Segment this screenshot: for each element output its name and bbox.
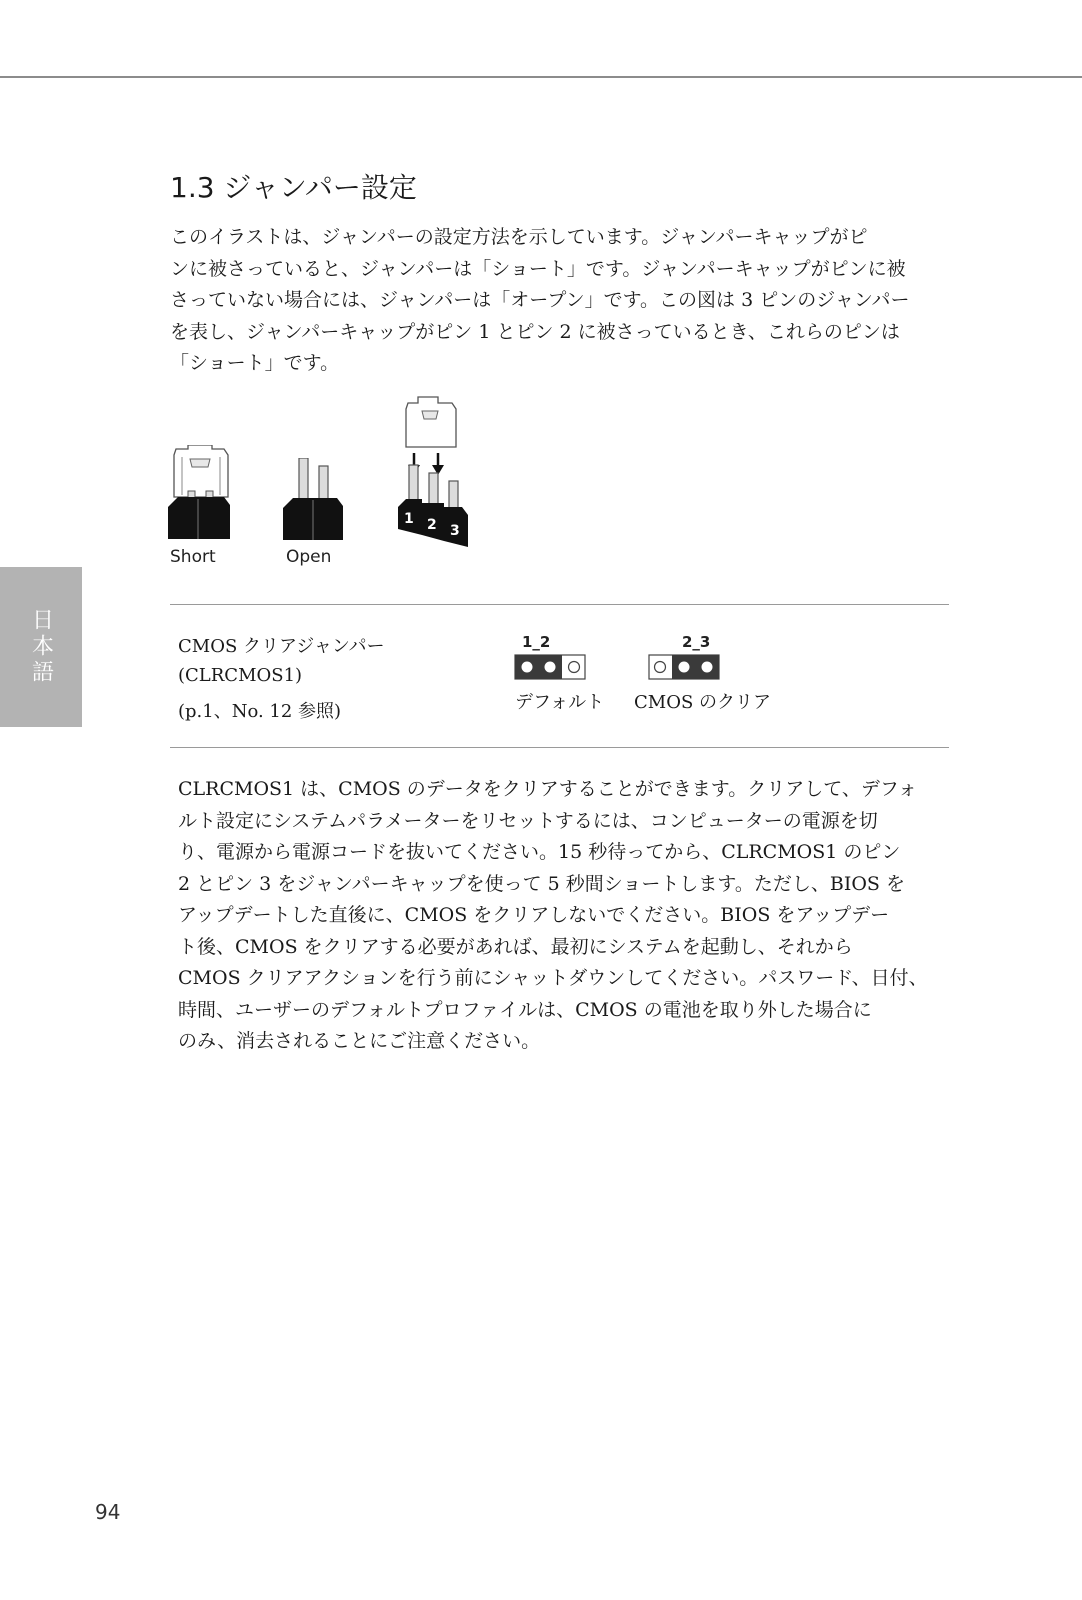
description-line: 2 とピン 3 をジャンパーキャップを使って 5 秒間ショートします。ただし、BIOS を — [178, 872, 905, 895]
clear-setting-label: CMOS のクリア — [634, 692, 772, 713]
short-label: Short — [170, 547, 216, 567]
open-label: Open — [286, 547, 332, 567]
default-pins-label: 1_2 — [522, 633, 551, 651]
jumper-reference: (p.1、No. 12 参照) — [178, 701, 342, 722]
language-tab — [0, 567, 82, 727]
description-paragraph — [178, 774, 928, 1058]
jumper-name: CMOS クリアジャンパー — [178, 636, 385, 657]
description-line: のみ、消去されることにご注意ください。 — [178, 1030, 541, 1052]
pin-number-1: 1 — [404, 511, 414, 527]
table-top-rule — [170, 604, 949, 605]
description-line: り、電源から電源コードを抜いてください。15 秒待ってから、CLRCMOS1 のピン — [178, 841, 901, 863]
intro-line: このイラストは、ジャンパーの設定方法を示しています。ジャンパーキャップがピ — [170, 226, 868, 248]
default-setting-label: デフォルト — [515, 692, 605, 713]
clear-pins-label: 2_3 — [682, 633, 711, 651]
intro-paragraph — [170, 222, 910, 380]
clear-jumper-diagram — [648, 654, 720, 680]
intro-line: 「ショート」です。 — [170, 352, 340, 374]
intro-line: を表し、ジャンパーキャップがピン 1 とピン 2 に被さっているとき、これらのピンは — [170, 320, 900, 343]
three-pin-jumper-illustration — [398, 395, 478, 560]
short-jumper-illustration — [168, 445, 236, 555]
description-line: ト後、CMOS をクリアする必要があれば、最初にシステムを起動し、それから — [178, 935, 853, 958]
pin-number-3: 3 — [450, 523, 460, 539]
header-rule — [0, 76, 1082, 78]
open-jumper-illustration — [283, 458, 353, 558]
description-line: 時間、ユーザーのデフォルトプロファイルは、CMOS の電池を取り外した場合に — [178, 998, 872, 1021]
intro-line: さっていない場合には、ジャンパーは「オープン」です。この図は 3 ピンのジャンパー — [170, 289, 910, 311]
pin-number-2: 2 — [427, 517, 437, 533]
section-title: 1.3 ジャンパー設定 — [170, 171, 417, 204]
intro-line: ンに被さっていると、ジャンパーは「ショート」です。ジャンパーキャップがピンに被 — [170, 257, 906, 280]
description-line: ルト設定にシステムパラメーターをリセットするには、コンピューターの電源を切 — [178, 809, 878, 832]
jumper-id: (CLRCMOS1) — [178, 665, 303, 686]
page-number: 94 — [95, 1500, 121, 1524]
default-jumper-diagram — [514, 654, 586, 680]
description-line: アップデートした直後に、CMOS をクリアしないでください。BIOS をアップデー — [178, 904, 890, 926]
description-line: CLRCMOS1 は、CMOS のデータをクリアすることができます。クリアして、デフォ — [178, 778, 917, 800]
table-bottom-rule — [170, 747, 949, 748]
language-tab-label: 日本語 — [28, 608, 54, 686]
description-line: CMOS クリアアクションを行う前にシャットダウンしてください。パスワード、日付、 — [178, 967, 928, 989]
